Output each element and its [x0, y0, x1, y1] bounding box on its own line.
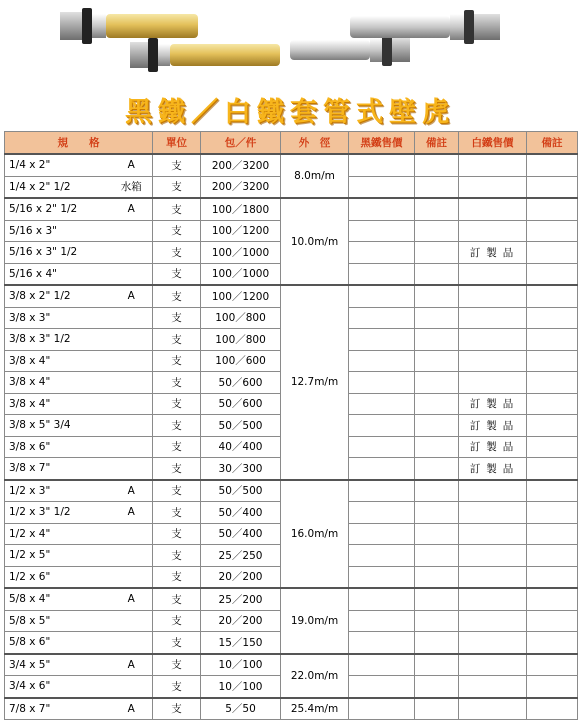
cell-spec: 1/2 x 6": [5, 566, 111, 588]
cell-white-remark: [527, 458, 578, 480]
cell-grade: [111, 329, 153, 351]
header-spec: 規 格: [5, 132, 153, 155]
cell-white-remark: [527, 415, 578, 437]
cell-white-remark: [527, 263, 578, 285]
table-row: [5, 654, 578, 676]
cell-black-note: [415, 242, 459, 264]
cell-black-note: [415, 566, 459, 588]
cell-unit: 支: [153, 220, 201, 242]
cell-outer-diameter: 22.0m/m: [281, 654, 349, 698]
cell-unit: 支: [153, 263, 201, 285]
cell-black-price: [349, 415, 415, 437]
cell-outer-diameter: 16.0m/m: [281, 480, 349, 589]
cell-white-note: [459, 154, 527, 176]
cell-spec: 5/16 x 3" 1/2: [5, 242, 111, 264]
table-header: [5, 132, 578, 155]
gold-anchor-2: [130, 38, 280, 72]
cell-white-note: [459, 632, 527, 654]
cell-outer-diameter: 25.4m/m: [281, 698, 349, 720]
cell-pack: 10／100: [201, 654, 281, 676]
cell-spec: 3/8 x 5" 3/4: [5, 415, 111, 437]
cell-spec: 3/8 x 4": [5, 393, 111, 415]
cell-grade: [111, 436, 153, 458]
cell-unit: 支: [153, 393, 201, 415]
cell-unit: 支: [153, 698, 201, 720]
cell-white-note: [459, 545, 527, 567]
cell-grade: A: [111, 698, 153, 720]
cell-white-remark: [527, 393, 578, 415]
cell-white-remark: [527, 307, 578, 329]
cell-unit: 支: [153, 242, 201, 264]
cell-black-note: [415, 415, 459, 437]
cell-black-price: [349, 285, 415, 307]
cell-black-note: [415, 480, 459, 502]
cell-black-note: [415, 654, 459, 676]
cell-black-price: [349, 588, 415, 610]
cell-pack: 200／3200: [201, 176, 281, 198]
cell-grade: A: [111, 154, 153, 176]
cell-black-note: [415, 676, 459, 698]
cell-grade: [111, 632, 153, 654]
cell-white-remark: [527, 285, 578, 307]
cell-spec: 5/8 x 4": [5, 588, 111, 610]
cell-black-price: [349, 263, 415, 285]
cell-white-note: [459, 698, 527, 720]
cell-pack: 100／600: [201, 350, 281, 372]
cell-black-note: [415, 458, 459, 480]
cell-white-note: [459, 610, 527, 632]
cell-white-remark: [527, 220, 578, 242]
cell-spec: 3/8 x 3": [5, 307, 111, 329]
cell-unit: 支: [153, 458, 201, 480]
cell-outer-diameter: 10.0m/m: [281, 198, 349, 285]
cell-black-note: [415, 285, 459, 307]
cell-white-remark: [527, 154, 578, 176]
cell-black-price: [349, 676, 415, 698]
cell-spec: 1/4 x 2": [5, 154, 111, 176]
cell-pack: 40／400: [201, 436, 281, 458]
cell-grade: A: [111, 654, 153, 676]
cell-white-note: [459, 566, 527, 588]
cell-black-price: [349, 458, 415, 480]
cell-unit: 支: [153, 480, 201, 502]
cell-unit: 支: [153, 588, 201, 610]
cell-black-price: [349, 393, 415, 415]
cell-white-note: 訂製品: [459, 436, 527, 458]
cell-black-note: [415, 263, 459, 285]
cell-black-price: [349, 698, 415, 720]
cell-black-note: [415, 588, 459, 610]
cell-grade: [111, 242, 153, 264]
cell-pack: 15／150: [201, 632, 281, 654]
cell-unit: 支: [153, 415, 201, 437]
cell-grade: [111, 523, 153, 545]
cell-black-note: [415, 198, 459, 220]
cell-white-remark: [527, 198, 578, 220]
cell-unit: 支: [153, 502, 201, 524]
cell-black-price: [349, 220, 415, 242]
header-black-note: 備註: [415, 132, 459, 155]
cell-white-remark: [527, 610, 578, 632]
cell-grade: [111, 676, 153, 698]
cell-grade: [111, 415, 153, 437]
cell-spec: 1/4 x 2" 1/2: [5, 176, 111, 198]
cell-black-note: [415, 372, 459, 394]
cell-spec: 5/8 x 6": [5, 632, 111, 654]
cell-black-price: [349, 632, 415, 654]
cell-white-note: 訂製品: [459, 415, 527, 437]
header-white-price: 白鐵售價: [459, 132, 527, 155]
cell-black-price: [349, 198, 415, 220]
cell-black-note: [415, 436, 459, 458]
gold-anchor-1: [60, 8, 198, 44]
cell-white-note: [459, 350, 527, 372]
cell-white-note: [459, 654, 527, 676]
table-row: [5, 480, 578, 502]
cell-black-note: [415, 176, 459, 198]
cell-white-note: [459, 523, 527, 545]
cell-black-price: [349, 610, 415, 632]
cell-outer-diameter: 8.0m/m: [281, 154, 349, 198]
table-row: [5, 698, 578, 720]
cell-white-note: [459, 176, 527, 198]
cell-white-note: [459, 676, 527, 698]
header-pack: 包／件: [201, 132, 281, 155]
cell-white-note: [459, 220, 527, 242]
cell-grade: [111, 610, 153, 632]
cell-grade: 水箱: [111, 176, 153, 198]
cell-black-note: [415, 220, 459, 242]
cell-black-note: [415, 350, 459, 372]
cell-white-note: [459, 198, 527, 220]
cell-pack: 30／300: [201, 458, 281, 480]
cell-white-remark: [527, 372, 578, 394]
cell-black-note: [415, 329, 459, 351]
cell-grade: [111, 372, 153, 394]
table-row: [5, 588, 578, 610]
cell-black-price: [349, 329, 415, 351]
cell-white-remark: [527, 654, 578, 676]
cell-black-price: [349, 242, 415, 264]
cell-unit: 支: [153, 436, 201, 458]
cell-black-note: [415, 632, 459, 654]
cell-black-price: [349, 566, 415, 588]
cell-black-note: [415, 393, 459, 415]
cell-grade: [111, 220, 153, 242]
cell-pack: 20／200: [201, 610, 281, 632]
cell-spec: 7/8 x 7": [5, 698, 111, 720]
cell-unit: 支: [153, 523, 201, 545]
cell-black-note: [415, 154, 459, 176]
cell-white-note: [459, 285, 527, 307]
cell-white-note: [459, 480, 527, 502]
cell-outer-diameter: 19.0m/m: [281, 588, 349, 654]
cell-grade: A: [111, 198, 153, 220]
cell-unit: 支: [153, 545, 201, 567]
cell-spec: 1/2 x 5": [5, 545, 111, 567]
cell-white-remark: [527, 242, 578, 264]
header-white-note: 備註: [527, 132, 578, 155]
cell-black-price: [349, 654, 415, 676]
cell-grade: [111, 393, 153, 415]
cell-black-price: [349, 502, 415, 524]
cell-pack: 100／1200: [201, 285, 281, 307]
silver-anchor-1: [290, 34, 410, 66]
cell-white-remark: [527, 523, 578, 545]
header-black-price: 黑鐵售價: [349, 132, 415, 155]
cell-white-note: [459, 372, 527, 394]
cell-black-price: [349, 176, 415, 198]
cell-white-remark: [527, 176, 578, 198]
cell-pack: 200／3200: [201, 154, 281, 176]
cell-unit: 支: [153, 307, 201, 329]
cell-pack: 100／1000: [201, 242, 281, 264]
cell-grade: [111, 566, 153, 588]
cell-black-note: [415, 545, 459, 567]
cell-white-remark: [527, 588, 578, 610]
cell-spec: 3/4 x 6": [5, 676, 111, 698]
cell-pack: 100／1000: [201, 263, 281, 285]
cell-white-remark: [527, 676, 578, 698]
cell-pack: 50／600: [201, 372, 281, 394]
cell-pack: 50／600: [201, 393, 281, 415]
page-title: 黑鐵／白鐵套管式壁虎: [125, 97, 455, 128]
cell-grade: [111, 263, 153, 285]
cell-spec: 1/2 x 4": [5, 523, 111, 545]
cell-unit: 支: [153, 198, 201, 220]
cell-white-note: [459, 502, 527, 524]
cell-unit: 支: [153, 154, 201, 176]
cell-black-price: [349, 154, 415, 176]
cell-white-remark: [527, 350, 578, 372]
cell-pack: 50／500: [201, 480, 281, 502]
cell-pack: 100／800: [201, 307, 281, 329]
cell-black-price: [349, 372, 415, 394]
cell-white-remark: [527, 566, 578, 588]
cell-black-note: [415, 610, 459, 632]
table-row: [5, 154, 578, 176]
cell-unit: 支: [153, 350, 201, 372]
cell-white-note: 訂製品: [459, 458, 527, 480]
cell-pack: 50／500: [201, 415, 281, 437]
cell-pack: 50／400: [201, 523, 281, 545]
cell-black-price: [349, 436, 415, 458]
cell-unit: 支: [153, 329, 201, 351]
cell-black-price: [349, 480, 415, 502]
cell-white-remark: [527, 698, 578, 720]
header-od: 外 徑: [281, 132, 349, 155]
cell-pack: 10／100: [201, 676, 281, 698]
cell-pack: 50／400: [201, 502, 281, 524]
cell-pack: 5／50: [201, 698, 281, 720]
cell-spec: 3/8 x 7": [5, 458, 111, 480]
cell-grade: [111, 545, 153, 567]
cell-spec: 5/16 x 4": [5, 263, 111, 285]
cell-white-note: [459, 263, 527, 285]
cell-pack: 100／1800: [201, 198, 281, 220]
cell-spec: 3/8 x 4": [5, 372, 111, 394]
cell-white-remark: [527, 502, 578, 524]
cell-pack: 20／200: [201, 566, 281, 588]
cell-unit: 支: [153, 610, 201, 632]
cell-grade: A: [111, 480, 153, 502]
cell-pack: 100／1200: [201, 220, 281, 242]
cell-grade: A: [111, 502, 153, 524]
cell-spec: 5/8 x 5": [5, 610, 111, 632]
cell-pack: 25／250: [201, 545, 281, 567]
cell-pack: 100／800: [201, 329, 281, 351]
cell-spec: 3/4 x 5": [5, 654, 111, 676]
price-table: [4, 131, 578, 720]
cell-black-price: [349, 523, 415, 545]
cell-outer-diameter: 12.7m/m: [281, 285, 349, 480]
cell-white-remark: [527, 436, 578, 458]
cell-white-remark: [527, 545, 578, 567]
cell-grade: A: [111, 588, 153, 610]
cell-unit: 支: [153, 566, 201, 588]
cell-spec: 3/8 x 4": [5, 350, 111, 372]
cell-spec: 3/8 x 6": [5, 436, 111, 458]
cell-black-note: [415, 698, 459, 720]
cell-black-note: [415, 523, 459, 545]
cell-black-note: [415, 307, 459, 329]
cell-white-remark: [527, 632, 578, 654]
cell-spec: 5/16 x 3": [5, 220, 111, 242]
cell-pack: 25／200: [201, 588, 281, 610]
cell-white-note: [459, 307, 527, 329]
cell-black-price: [349, 350, 415, 372]
cell-spec: 1/2 x 3" 1/2: [5, 502, 111, 524]
table-row: [5, 198, 578, 220]
product-photo: [0, 0, 580, 88]
cell-spec: 5/16 x 2" 1/2: [5, 198, 111, 220]
header-unit: 單位: [153, 132, 201, 155]
table-row: [5, 285, 578, 307]
cell-unit: 支: [153, 654, 201, 676]
cell-unit: 支: [153, 676, 201, 698]
cell-spec: 3/8 x 2" 1/2: [5, 285, 111, 307]
cell-unit: 支: [153, 285, 201, 307]
cell-white-note: [459, 329, 527, 351]
cell-spec: 1/2 x 3": [5, 480, 111, 502]
cell-grade: A: [111, 285, 153, 307]
cell-grade: [111, 350, 153, 372]
cell-black-price: [349, 307, 415, 329]
cell-grade: [111, 307, 153, 329]
cell-unit: 支: [153, 632, 201, 654]
cell-unit: 支: [153, 176, 201, 198]
cell-grade: [111, 458, 153, 480]
cell-spec: 3/8 x 3" 1/2: [5, 329, 111, 351]
cell-white-note: 訂製品: [459, 242, 527, 264]
cell-white-note: [459, 588, 527, 610]
cell-black-note: [415, 502, 459, 524]
cell-white-remark: [527, 329, 578, 351]
cell-white-remark: [527, 480, 578, 502]
cell-unit: 支: [153, 372, 201, 394]
cell-black-price: [349, 545, 415, 567]
cell-white-note: 訂製品: [459, 393, 527, 415]
